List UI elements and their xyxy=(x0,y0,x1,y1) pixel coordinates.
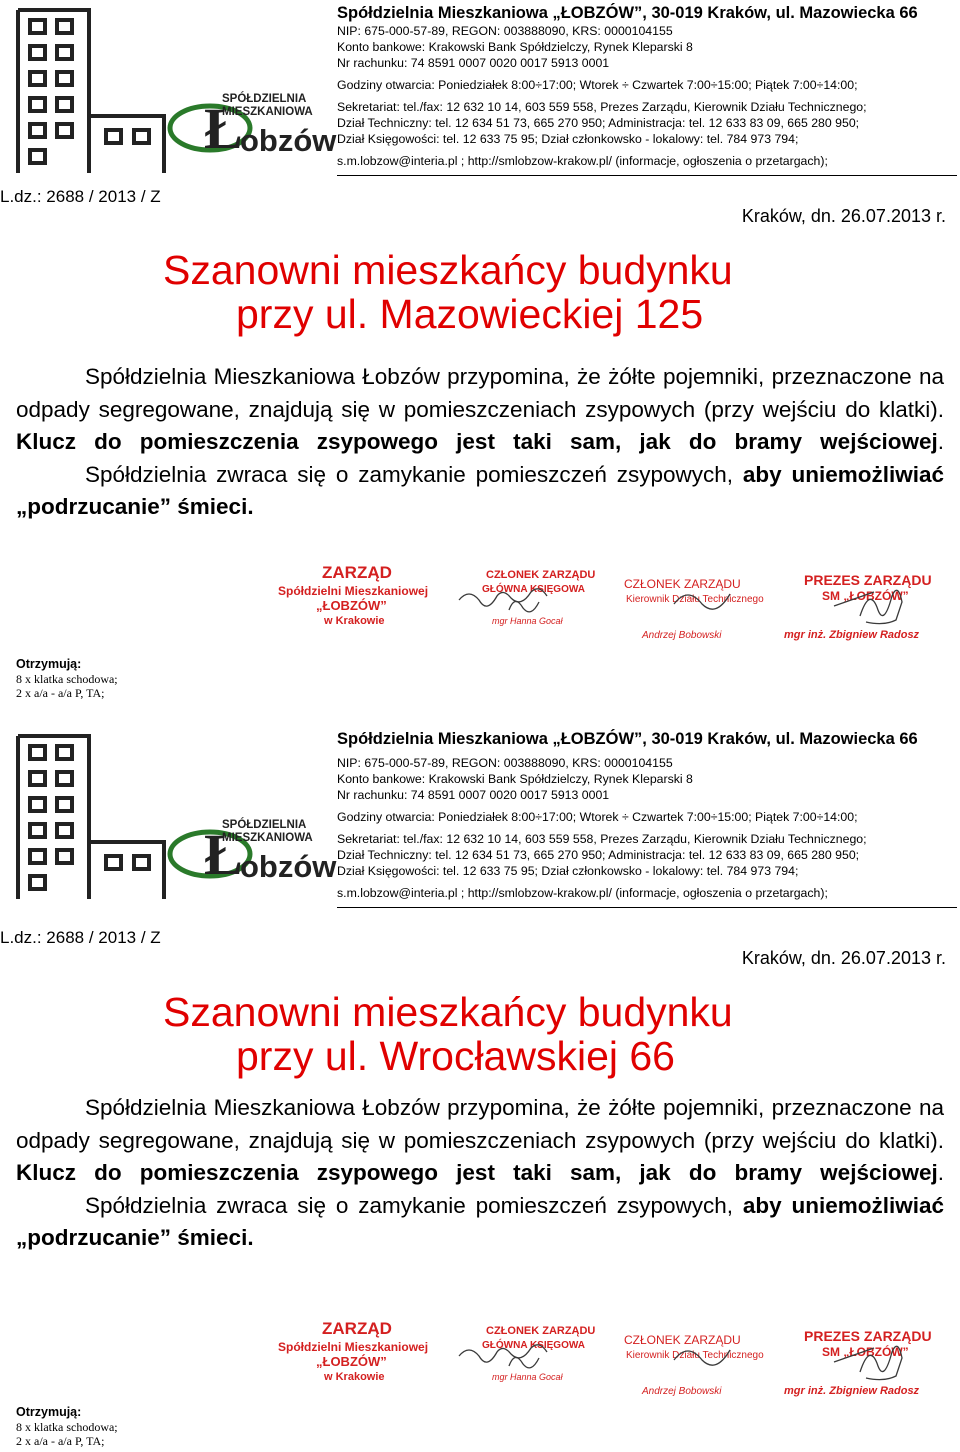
p1-bold: Klucz do pomieszczenia zsypowego jest taki sam, jak do bramy wejściowej xyxy=(16,429,938,454)
p2-bold: aby uniemożliwiać „podrzucanie” śmieci. xyxy=(16,1192,944,1250)
svg-text:CZŁONEK ZARZĄDU: CZŁONEK ZARZĄDU xyxy=(486,1325,596,1337)
bank-line: Konto bankowe: Krakowski Bank Spółdzielczy, Rynek Kleparski 8 xyxy=(337,40,693,54)
title-line-2: przy ul. Mazowieckiej 125 xyxy=(236,291,704,337)
svg-text:SPÓŁDZIELNIA: SPÓŁDZIELNIA xyxy=(222,93,307,105)
header-divider xyxy=(337,907,957,908)
techniczny-line: Dział Techniczny: tel. 12 634 51 73, 665 270 950; Administracja: tel. 12 633 83 09, 665 280 950; xyxy=(337,848,860,862)
notice-2 xyxy=(0,726,960,1452)
nip-line: NIP: 675-000-57-89, REGON: 003888090, KRS: 0000104155 xyxy=(337,24,673,38)
sekretariat-line: Sekretariat: tel./fax: 12 632 10 14, 603 559 558, Prezes Zarządu, Kierownik Działu Technicznego; xyxy=(337,832,867,846)
recipients xyxy=(16,1405,118,1449)
svg-text:Kierownik Działu Technicznego: Kierownik Działu Technicznego xyxy=(626,1350,764,1361)
ksiegowosci-line: Dział Księgowości: tel. 12 633 75 95; Dział członkowsko - lokalowy: tel. 784 973 794; xyxy=(337,864,799,878)
p1-end: . xyxy=(937,1160,944,1185)
svg-text:Andrzej Bobowski: Andrzej Bobowski xyxy=(642,1386,722,1397)
svg-text:Ł: Ł xyxy=(204,96,243,161)
p1-text: Spółdzielnia Mieszkaniowa Łobzów przypomina, że żółte pojemniki, przeznaczone na odpady segregowane, znajdują się w pomieszczeniach zsypowych (przy wejściu do klatki). xyxy=(16,1095,944,1153)
svg-text:ZARZĄD: ZARZĄD xyxy=(322,1319,392,1338)
org-line: Spółdzielnia Mieszkaniowa „ŁOBZÓW”, 30-019 Kraków, ul. Mazowiecka 66 xyxy=(337,730,918,748)
p2-text: Spółdzielnia zwraca się o zamykanie pomieszczeń zsypowych, xyxy=(85,461,743,487)
hours-line: Godziny otwarcia: Poniedziałek 8:00÷17:00; Wtorek ÷ Czwartek 7:00÷15:00; Piątek 7:00÷14:00; xyxy=(337,810,858,824)
signature-stamps xyxy=(274,558,954,648)
cooperative-logo xyxy=(14,734,337,904)
cooperative-logo xyxy=(14,8,337,178)
p1-bold: Klucz do pomieszczenia zsypowego jest taki sam, jak do bramy wejściowej xyxy=(16,1160,938,1185)
account-line: Nr rachunku: 74 8591 0007 0020 0017 5913 0001 xyxy=(337,788,610,802)
reference-number: L.dz.: 2688 / 2013 / Z xyxy=(0,187,161,206)
paragraph-2 xyxy=(16,459,944,524)
svg-text:„ŁOBZÓW”: „ŁOBZÓW” xyxy=(316,598,387,613)
recipient-item: 2 x a/a - a/a P, TA; xyxy=(16,1434,105,1448)
svg-text:mgr Hanna Gocał: mgr Hanna Gocał xyxy=(492,1372,563,1382)
recipient-item: 2 x a/a - a/a P, TA; xyxy=(16,686,105,700)
svg-text:w Krakowie: w Krakowie xyxy=(324,1371,385,1383)
hours-line: Godziny otwarcia: Poniedziałek 8:00÷17:00; Wtorek ÷ Czwartek 7:00÷15:00; Piątek 7:00÷14:00; xyxy=(337,78,858,92)
recipient-item: 8 x klatka schodowa; xyxy=(16,671,118,686)
svg-text:mgr inż. Zbigniew Radosz: mgr inż. Zbigniew Radosz xyxy=(784,629,920,641)
svg-text:Ł: Ł xyxy=(204,822,243,887)
svg-text:MIESZKANIOWA: MIESZKANIOWA xyxy=(222,832,313,844)
notice-title xyxy=(163,990,733,1078)
svg-text:obzów: obzów xyxy=(240,849,337,884)
signature-stamps xyxy=(274,1314,954,1404)
letterhead xyxy=(337,729,957,908)
paragraph-2 xyxy=(16,1190,944,1255)
recipients-header: Otrzymują: xyxy=(16,657,82,671)
svg-text:Spółdzielni Mieszkaniowej: Spółdzielni Mieszkaniowej xyxy=(278,584,429,598)
ksiegowosci-line: Dział Księgowości: tel. 12 633 75 95; Dział członkowsko - lokalowy: tel. 784 973 794; xyxy=(337,132,799,146)
p1-text: Spółdzielnia Mieszkaniowa Łobzów przypomina, że żółte pojemniki, przeznaczone na odpady segregowane, znajdują się w pomieszczeniach zsypowych (przy wejściu do klatki). xyxy=(16,364,944,422)
svg-text:PREZES ZARZĄDU: PREZES ZARZĄDU xyxy=(804,1328,932,1344)
nip-line: NIP: 675-000-57-89, REGON: 003888090, KRS: 0000104155 xyxy=(337,756,673,770)
svg-text:CZŁONEK ZARZĄDU: CZŁONEK ZARZĄDU xyxy=(624,1333,741,1347)
title-line-1: Szanowni mieszkańcy budynku xyxy=(163,989,733,1035)
svg-text:Spółdzielni Mieszkaniowej: Spółdzielni Mieszkaniowej xyxy=(278,1340,429,1354)
title-line-1: Szanowni mieszkańcy budynku xyxy=(163,247,733,293)
org-line: Spółdzielnia Mieszkaniowa „ŁOBZÓW”, 30-019 Kraków, ul. Mazowiecka 66 xyxy=(337,4,918,22)
recipient-item: 8 x klatka schodowa; xyxy=(16,1419,118,1434)
svg-text:CZŁONEK ZARZĄDU: CZŁONEK ZARZĄDU xyxy=(486,569,596,581)
svg-text:SM „ŁOBZÓW”: SM „ŁOBZÓW” xyxy=(822,589,909,603)
paragraph-1 xyxy=(16,361,944,459)
svg-text:CZŁONEK ZARZĄDU: CZŁONEK ZARZĄDU xyxy=(624,577,741,591)
svg-text:SM „ŁOBZÓW”: SM „ŁOBZÓW” xyxy=(822,1345,909,1359)
recipients xyxy=(16,657,118,701)
svg-text:mgr Hanna Gocał: mgr Hanna Gocał xyxy=(492,616,563,626)
p2-bold: aby uniemożliwiać „podrzucanie” śmieci. xyxy=(16,461,944,519)
svg-text:SPÓŁDZIELNIA: SPÓŁDZIELNIA xyxy=(222,819,307,831)
notice-body xyxy=(16,1092,944,1255)
title-line-2: przy ul. Wrocławskiej 66 xyxy=(236,1033,675,1079)
techniczny-line: Dział Techniczny: tel. 12 634 51 73, 665 270 950; Administracja: tel. 12 633 83 09, 665 280 950; xyxy=(337,116,860,130)
header-divider xyxy=(337,175,957,176)
notice-title xyxy=(163,248,733,336)
recipients-header: Otrzymują: xyxy=(16,1405,82,1419)
sekretariat-line: Sekretariat: tel./fax: 12 632 10 14, 603 559 558, Prezes Zarządu, Kierownik Działu Technicznego; xyxy=(337,100,867,114)
bank-line: Konto bankowe: Krakowski Bank Spółdzielczy, Rynek Kleparski 8 xyxy=(337,772,693,786)
svg-text:PREZES ZARZĄDU: PREZES ZARZĄDU xyxy=(804,572,932,588)
p2-text: Spółdzielnia zwraca się o zamykanie pomieszczeń zsypowych, xyxy=(85,1192,743,1218)
letterhead xyxy=(337,3,957,176)
svg-text:Andrzej Bobowski: Andrzej Bobowski xyxy=(642,630,722,641)
svg-text:Kierownik Działu Technicznego: Kierownik Działu Technicznego xyxy=(626,594,764,605)
svg-text:w Krakowie: w Krakowie xyxy=(324,615,385,627)
contact-line: s.m.lobzow@interia.pl ; http://smlobzow-krakow.pl/ (informacje, ogłoszenia o przetargach); xyxy=(337,886,828,900)
contact-line: s.m.lobzow@interia.pl ; http://smlobzow-krakow.pl/ (informacje, ogłoszenia o przetargach); xyxy=(337,154,828,168)
letter-date: Kraków, dn. 26.07.2013 r. xyxy=(741,206,946,226)
svg-text:mgr inż. Zbigniew Radosz: mgr inż. Zbigniew Radosz xyxy=(784,1385,920,1397)
svg-text:ZARZĄD: ZARZĄD xyxy=(322,563,392,582)
notice-body xyxy=(16,361,944,524)
account-line: Nr rachunku: 74 8591 0007 0020 0017 5913 0001 xyxy=(337,56,610,70)
svg-text:obzów: obzów xyxy=(240,123,337,158)
svg-text:GŁÓWNA KSIĘGOWA: GŁÓWNA KSIĘGOWA xyxy=(482,584,585,595)
p1-end: . xyxy=(937,429,944,454)
letter-date: Kraków, dn. 26.07.2013 r. xyxy=(741,948,946,968)
svg-text:MIESZKANIOWA: MIESZKANIOWA xyxy=(222,106,313,118)
paragraph-1 xyxy=(16,1092,944,1190)
svg-text:„ŁOBZÓW”: „ŁOBZÓW” xyxy=(316,1354,387,1369)
svg-text:GŁÓWNA KSIĘGOWA: GŁÓWNA KSIĘGOWA xyxy=(482,1340,585,1351)
reference-number: L.dz.: 2688 / 2013 / Z xyxy=(0,928,161,947)
